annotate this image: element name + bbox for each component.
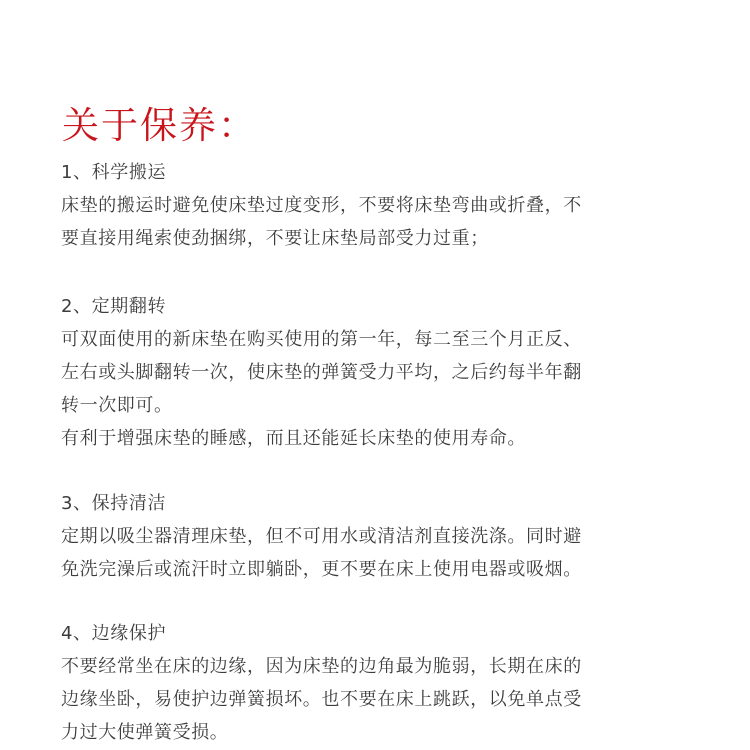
- section-text-line: 转一次即可。: [61, 395, 173, 416]
- section-text-line: 可双面使用的新床垫在购买使用的第一年，每二至三个月正反、: [61, 329, 582, 350]
- section-heading: 4、边缘保护: [61, 623, 167, 644]
- section-text-line: 边缘坐卧，易使护边弹簧损坏。也不要在床上跳跃，以免单点受: [61, 689, 582, 710]
- section-regular-flipping: [61, 290, 681, 455]
- section-heading: 2、定期翻转: [61, 296, 167, 317]
- section-text-line: 左右或头脚翻转一次，使床垫的弹簧受力平均，之后约每半年翻: [61, 362, 582, 383]
- section-text-line: 床垫的搬运时避免使床垫过度变形，不要将床垫弯曲或折叠，不: [61, 195, 582, 216]
- section-text-line: 不要经常坐在床的边缘，因为床垫的边角最为脆弱，长期在床的: [61, 656, 582, 677]
- section-text-line: 定期以吸尘器清理床垫，但不可用水或清洁剂直接洗涤。同时避: [61, 526, 582, 547]
- section-text-line: 要直接用绳索使劲捆绑，不要让床垫局部受力过重；: [61, 228, 489, 249]
- section-text-line: 力过大使弹簧受损。: [61, 722, 229, 743]
- section-heading: 1、科学搬运: [61, 162, 167, 183]
- section-heading: 3、保持清洁: [61, 493, 167, 514]
- section-text-line: 免洗完澡后或流汗时立即躺卧，更不要在床上使用电器或吸烟。: [61, 559, 582, 580]
- section-text-line: 有利于增强床垫的睡感，而且还能延长床垫的使用寿命。: [61, 428, 526, 449]
- section-keep-clean: [61, 487, 681, 586]
- page-title: 关于保养：: [62, 104, 257, 147]
- section-scientific-handling: [61, 156, 681, 255]
- section-edge-protection: [61, 617, 681, 749]
